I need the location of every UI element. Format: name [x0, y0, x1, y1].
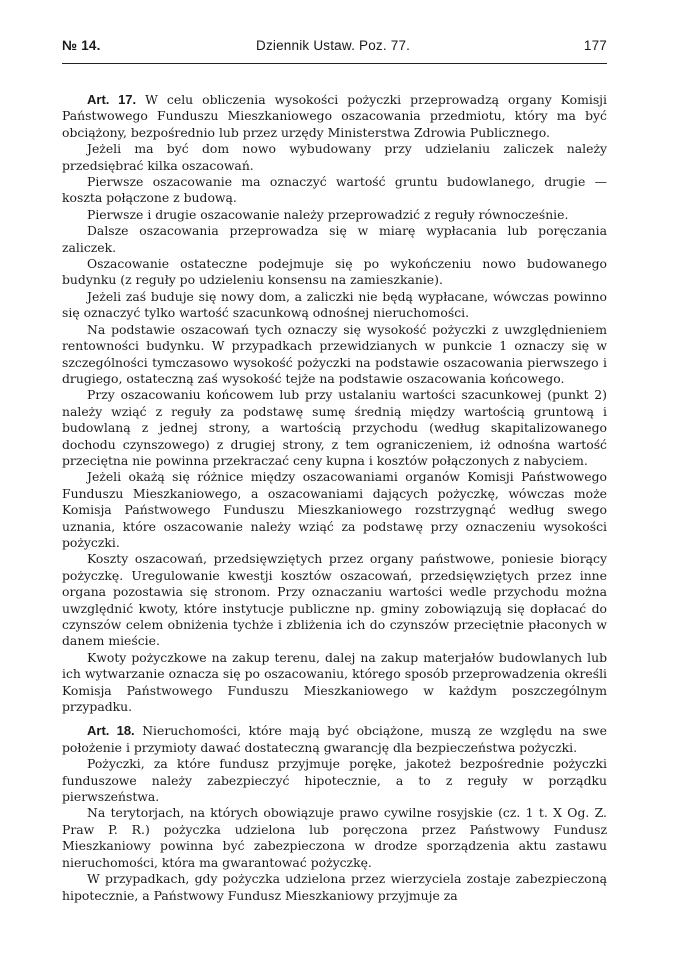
paragraph-text: W celu obliczenia wysokości pożyczki przeprowadzą organy Komisji Państwowego Funduszu Mieszkaniowego oszacowania przedmiotu, który ma być obciążony, bezpośrednio lub przez urzędy Ministerstwa Zdrowia Publicznego. — [62, 92, 607, 140]
paragraph: Kwoty pożyczkowe na zakup terenu, dalej na zakup materjałów budowlanych lub ich wytwarzanie oznacza się po oszacowaniu, którego sposób przeprowadzenia określi Komisja Państwowego Funduszu Mieszkaniowego w każdym poszczególnym przypadku. — [62, 649, 607, 715]
paragraph: Na podstawie oszacowań tych oznaczy się wysokość pożyczki z uwzględnieniem rentowności budynku. W przypadkach przewidzianych w punkcie 1 oznaczy się w szczególności tymczasowo wysokość pożyczki na podstawie oszacowania pierwszego i drugiego, ostateczną zaś wysokość tejże na podstawie oszacowania końcowego. — [62, 321, 607, 386]
paragraph: Na terytorjach, na których obowiązuje prawo cywilne rosyjskie (cz. 1 t. X Og. Z. Praw P. R.) pożyczka udzielona lub poręczona przez Państwowy Fundusz Mieszkaniowy powinna być zabezpieczona w drodze sporządzenia aktu zastawu nieruchomości, która ma gwarantować pożyczkę. — [62, 805, 607, 870]
document-body — [62, 92, 607, 904]
paragraph: Pożyczki, za które fundusz przyjmuje poręke, jakoteż bezpośrednie pożyczki funduszowe należy zabezpieczyć hipotecznie, a to z reguły w porządku pierwszeństwa. — [62, 756, 607, 805]
journal-title: Dziennik Ustaw. Poz. 77. — [256, 38, 411, 53]
article-18-paragraph — [62, 723, 607, 756]
paragraph-text: Nieruchomości, które mają być obciążone, muszą ze względu na swe położenie i przymioty dawać dostateczną gwarancję dla bezpieczeństwa pożyczki. — [62, 723, 607, 755]
paragraph: W przypadkach, gdy pożyczka udzielona przez wierzyciela zostaje zabezpieczoną hipotecznie, a Państwowy Fundusz Mieszkaniowy przyjmuje za — [62, 871, 607, 903]
paragraph: Koszty oszacowań, przedsięwziętych przez organy państwowe, poniesie biorący pożyczkę. Uregulowanie kwestji kosztów oszacowań, przedsięwziętych przez inne organa pozostawia się stronom. Przy oznaczaniu wartości wedle przychodu można uwzględnić kwoty, które instytucje publiczne np. gminy zobowiązują się dopłacać do czynszów celem obniżenia tychże i zbliżenia ich do czynszów przeciętnie płaconych w danem mieście. — [62, 551, 607, 649]
article-18-label: Art. 18. — [87, 723, 135, 739]
paragraph: Jeżeli okażą się różnice między oszacowaniami organów Komisji Państwowego Funduszu Mieszkaniowego, a oszacowaniami dających pożyczkę, wówczas może Komisja Państwowego Funduszu Mieszkaniowego rozstrzygnąć według swego uznania, które oszacowanie należy wziąć za podstawę przy oznaczeniu wysokości pożyczki. — [62, 469, 607, 550]
paragraph: Dalsze oszacowania przeprowadza się w miarę wypłacania lub poręczania zaliczek. — [62, 223, 607, 255]
paragraph: Oszacowanie ostateczne podejmuje się po wykończeniu nowo budowanego budynku (z reguły po udzieleniu konsensu na zamieszkanie). — [62, 256, 607, 288]
paragraph: Pierwsze oszacowanie ma oznaczyć wartość gruntu budowlanego, drugie — koszta połączone z budową. — [62, 174, 607, 206]
page-header — [62, 38, 607, 60]
paragraph: Przy oszacowaniu końcowem lub przy ustalaniu wartości szacunkowej (punkt 2) należy wziąć z reguły za podstawę sumę średnią między wartością gruntową i budowlaną z jednej strony, a wartością przychodu (według skapitalizowanego dochodu czynszowego) z drugiej strony, z tem ograniczeniem, iż odnośna wartość przeciętna nie powinna przekraczać ceny kupna i kosztów połączonych z nabyciem. — [62, 387, 607, 468]
paragraph: Pierwsze i drugie oszacowanie należy przeprowadzić z reguły równocześnie. — [87, 206, 569, 222]
header-rule — [62, 63, 607, 64]
page-number: 177 — [583, 38, 607, 53]
article-17-label: Art. 17. — [87, 92, 137, 107]
issue-number: № 14. — [62, 38, 101, 53]
article-17-paragraph — [62, 92, 607, 141]
paragraph: Jeżeli zaś buduje się nowy dom, a zaliczki nie będą wypłacane, wówczas powinno się oznaczyć tylko wartość szacunkową odnośnej nieruchomości. — [62, 288, 607, 321]
paragraph: Jeżeli ma być dom nowo wybudowany przy udzielaniu zaliczek należy przedsiębrać kilka oszacowań. — [62, 141, 607, 173]
